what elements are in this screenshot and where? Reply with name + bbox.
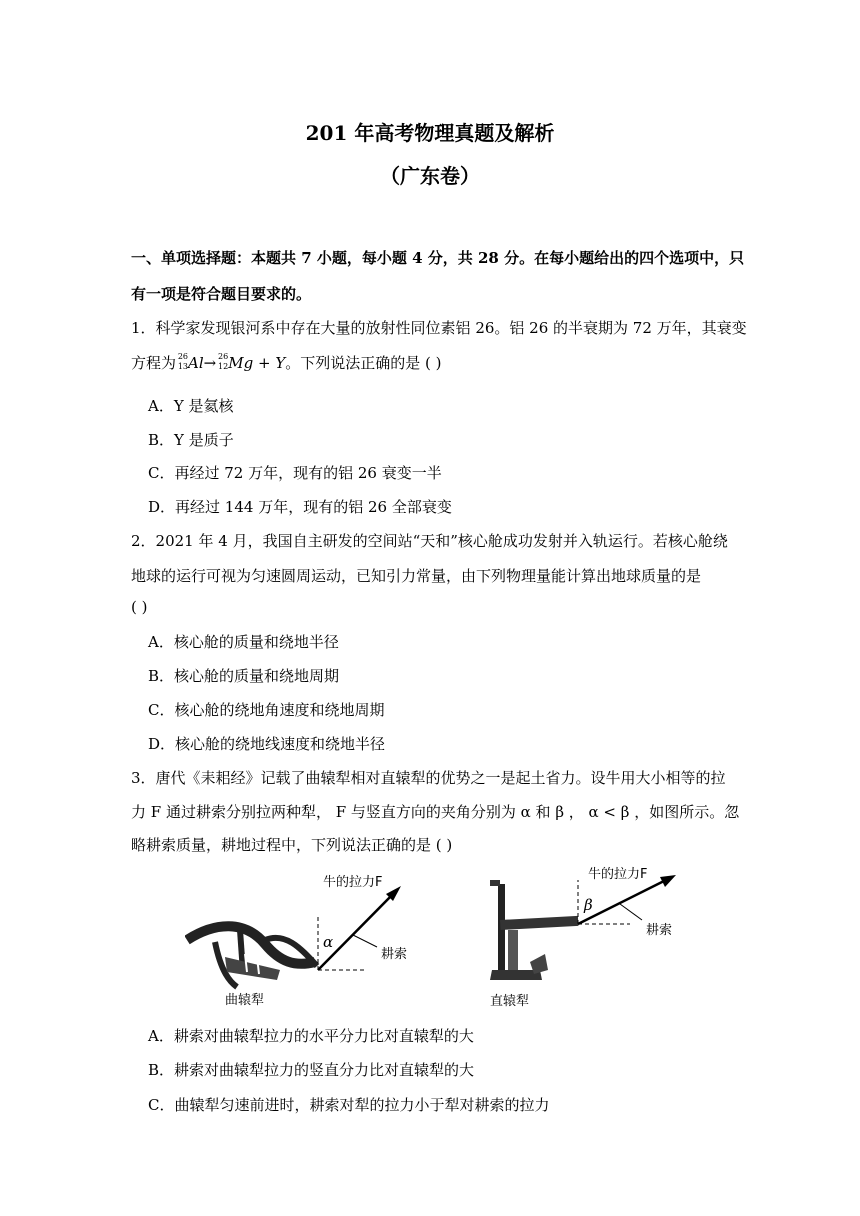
right-rope-label: 耕索 <box>646 923 673 938</box>
q1-stem-line1: 1．科学家发现银河系中存在大量的放射性同位素铝 26。铝 26 的半衰期为 72 万年，其衰变 <box>131 319 747 337</box>
q2-option-a: A．核心舱的质量和绕地半径 <box>148 633 339 651</box>
right-rope-pointer <box>620 904 642 920</box>
curved-plough-drawing <box>187 926 317 987</box>
q1-option-d: D．再经过 144 万年，现有的铝 26 全部衰变 <box>148 498 452 516</box>
mg-nuclide-scripts: 26 12 <box>218 352 229 371</box>
right-angle-label: β <box>584 896 593 914</box>
decay-equation: 26 13 Al→ 26 12 Mg + Y <box>177 352 286 372</box>
q2-stem-line3: ( ) <box>131 598 148 616</box>
section-heading-line2: 有一项是符合题目要求的。 <box>131 285 312 303</box>
page-title: 201 年高考物理真题及解析 <box>305 121 555 145</box>
q3-stem-line1: 3．唐代《耒耜经》记载了曲辕犁相对直辕犁的优势之一是起土省力。设牛用大小相等的拉 <box>131 769 726 787</box>
q1-option-a: A．Y 是氦核 <box>148 397 234 415</box>
left-angle-label: α <box>323 933 334 951</box>
left-caption: 曲辕犁 <box>225 993 265 1008</box>
right-arrow-head <box>660 875 676 887</box>
section-heading-line1: 一、单项选择题：本题共 7 小题，每小题 4 分，共 28 分。在每小题给出的四个选项中，只 <box>131 249 745 267</box>
q2-stem-line2: 地球的运行可视为匀速圆周运动，已知引力常量，由下列物理量能计算出地球质量的是 <box>131 567 702 585</box>
q3-option-b: B．耕索对曲辕犁拉力的竖直分力比对直辕犁的大 <box>148 1061 475 1079</box>
q2-stem-line1: 2．2021 年 4 月，我国自主研发的空间站“天和”核心舱成功发射并入轨运行。若核心舱绕 <box>131 532 728 550</box>
q3-stem-line2: 力 F 通过耕索分别拉两种犁， F 与竖直方向的夹角分别为 α 和 β ， α < β ，如图所示。忽 <box>131 803 740 821</box>
q1-option-c: C．再经过 72 万年，现有的铝 26 衰变一半 <box>148 464 442 482</box>
q1-suffix: 。下列说法正确的是 ( ) <box>285 354 442 372</box>
straight-plough-figure <box>470 862 700 1012</box>
right-force-label: 牛的拉力F <box>588 867 648 882</box>
q3-stem-line3: 略耕索质量，耕地过程中，下列说法正确的是 ( ) <box>131 836 453 854</box>
q3-option-a: A．耕索对曲辕犁拉力的水平分力比对直辕犁的大 <box>148 1027 474 1045</box>
q1-option-b: B．Y 是质子 <box>148 431 234 449</box>
left-rope-pointer <box>353 935 377 947</box>
q2-option-c: C．核心舱的绕地角速度和绕地周期 <box>148 701 385 719</box>
al-nuclide-scripts: 26 13 <box>177 352 189 371</box>
q1-prefix: 方程为 <box>131 354 177 372</box>
right-caption: 直辕犁 <box>490 994 530 1009</box>
q2-option-d: D．核心舱的绕地线速度和绕地半径 <box>148 735 386 753</box>
page-subtitle: （广东卷） <box>380 164 480 188</box>
q3-option-c: C．曲辕犁匀速前进时，耕索对犁的拉力小于犁对耕索的拉力 <box>148 1096 550 1114</box>
left-rope-label: 耕索 <box>381 947 408 962</box>
left-force-label: 牛的拉力F <box>323 875 383 890</box>
q1-stem-line2 <box>131 352 441 373</box>
q2-option-b: B．核心舱的质量和绕地周期 <box>148 667 340 685</box>
straight-plough-drawing <box>490 880 578 980</box>
curved-plough-figure <box>185 862 445 1012</box>
